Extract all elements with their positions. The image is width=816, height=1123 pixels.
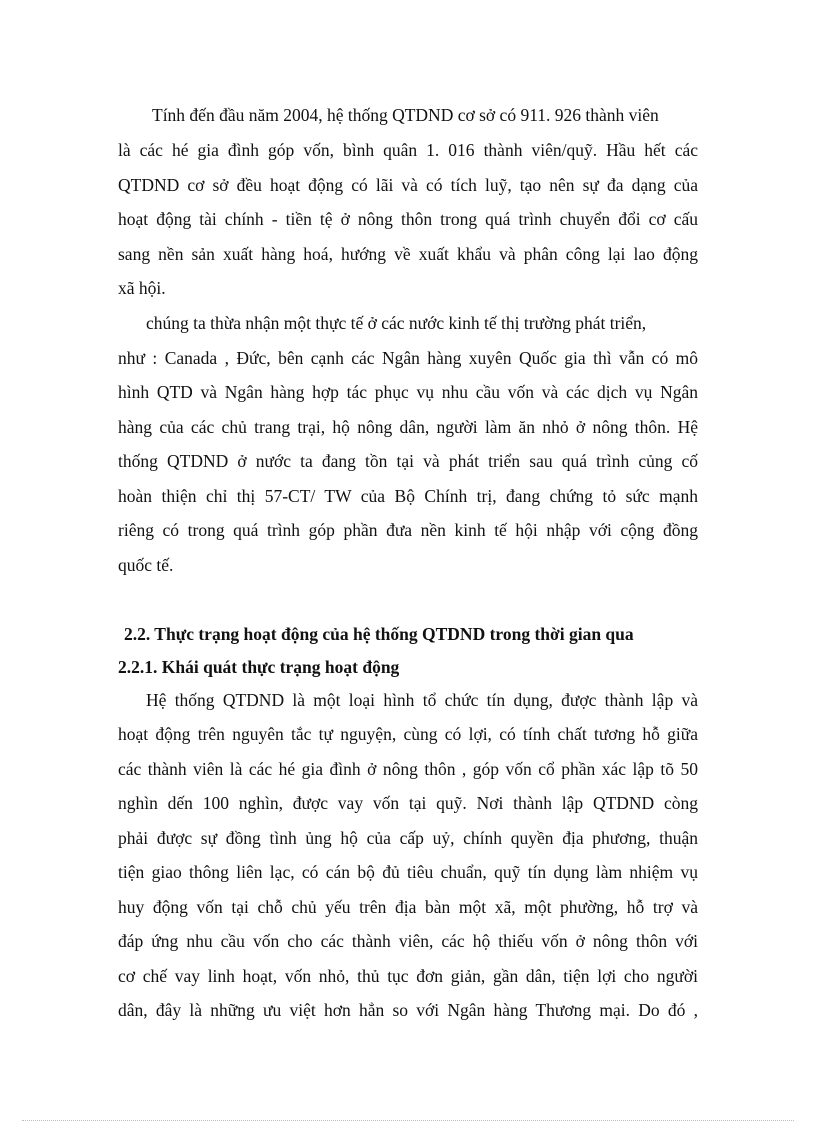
- paragraph-line: hình QTD và Ngân hàng hợp tác phục vụ nhu cầu vốn và các dịch vụ Ngân: [118, 382, 698, 402]
- page-bottom-divider: [22, 1120, 794, 1121]
- paragraph-line: hoạt động trên nguyên tắc tự nguyện, cùng có lợi, có tính chất tương hỗ giữa: [118, 724, 698, 744]
- subsection-heading: 2.2.1. Khái quát thực trạng hoạt động: [118, 657, 400, 677]
- paragraph-line: thống QTDND ở nước ta đang tồn tại và phát triển sau quá trình củng cố: [118, 451, 698, 471]
- paragraph-line: xã hội.: [118, 278, 166, 298]
- paragraph-line: Hệ thống QTDND là một loại hình tổ chức tín dụng, được thành lập và: [146, 690, 698, 710]
- paragraph-line: hoạt động tài chính - tiền tệ ở nông thôn trong quá trình chuyển đổi cơ cấu: [118, 209, 698, 229]
- paragraph-line: dân, đây là những ưu việt hơn hẳn so với Ngân hàng Thương mại. Do đó ,: [118, 1000, 698, 1020]
- paragraph-line: là các hé gia đình góp vốn, bình quân 1. 016 thành viên/quỹ. Hầu hết các: [118, 140, 698, 160]
- paragraph-line: QTDND cơ sở đều hoạt động có lãi và có tích luỹ, tạo nên sự đa dạng của: [118, 175, 698, 195]
- paragraph-line: nghìn dến 100 nghìn, được vay vốn tại quỹ. Nơi thành lập QTDND còng: [118, 793, 698, 813]
- paragraph-line: quốc tế.: [118, 555, 174, 575]
- paragraph-line: các thành viên là các hé gia đình ở nông thôn , góp vốn cổ phần xác lập tõ 50: [118, 759, 698, 779]
- section-heading: 2.2. Thực trạng hoạt động của hệ thống QTDND trong thời gian qua: [124, 624, 634, 644]
- paragraph-line: đáp ứng nhu cầu vốn cho các thành viên, các hộ thiếu vốn ở nông thôn với: [118, 931, 698, 951]
- paragraph-line: như : Canada , Đức, bên cạnh các Ngân hàng xuyên Quốc gia thì vẫn có mô: [118, 348, 698, 368]
- paragraph-line: Tính đến đầu năm 2004, hệ thống QTDND cơ sở có 911. 926 thành viên: [152, 105, 659, 125]
- paragraph-line: phải được sự đồng tình ủng hộ của cấp uỷ, chính quyền địa phương, thuận: [118, 828, 698, 848]
- paragraph-line: hàng của các chủ trang trại, hộ nông dân, người làm ăn nhỏ ở nông thôn. Hệ: [118, 417, 698, 437]
- paragraph-line: tiện giao thông liên lạc, có cán bộ đủ tiêu chuẩn, quỹ tín dụng làm nhiệm vụ: [118, 862, 698, 882]
- paragraph-line: huy động vốn tại chỗ chủ yếu trên địa bàn một xã, một phường, hỗ trợ và: [118, 897, 698, 917]
- paragraph-line: sang nền sản xuất hàng hoá, hướng về xuất khẩu và phân công lại lao động: [118, 244, 698, 264]
- paragraph-line: chúng ta thừa nhận một thực tế ở các nước kinh tế thị trường phát triển,: [146, 313, 647, 333]
- paragraph-line: cơ chế vay linh hoạt, vốn nhỏ, thủ tục đơn giản, gần dân, tiện lợi cho người: [118, 966, 698, 986]
- paragraph-line: riêng có trong quá trình góp phần đưa nền kinh tế hội nhập với cộng đồng: [118, 520, 698, 540]
- paragraph-line: hoàn thiện chỉ thị 57-CT/ TW của Bộ Chính trị, đang chứng tỏ sức mạnh: [118, 486, 698, 506]
